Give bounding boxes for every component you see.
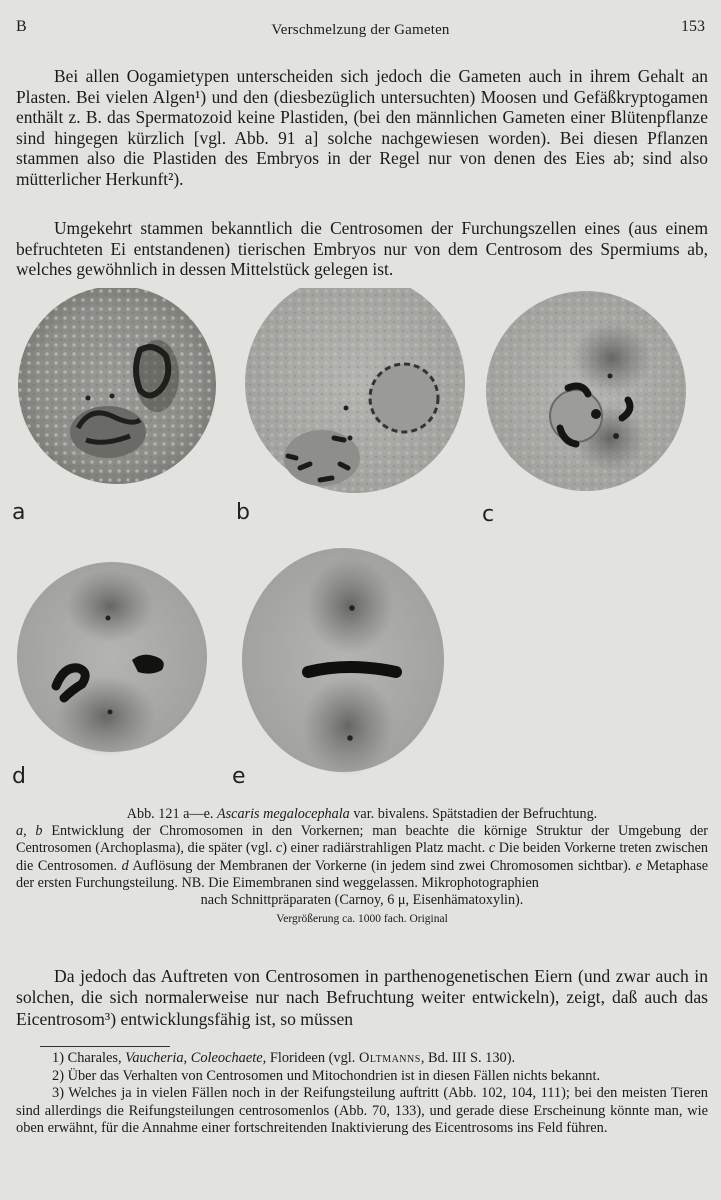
running-head-title: Verschmelzung der Gameten bbox=[271, 22, 450, 38]
micrograph-figure bbox=[0, 288, 721, 800]
paragraph-parthenogenesis-text: Da jedoch das Auftreten von Centrosomen in parthenogenetischen Eiern (und zwar auch in solchen, die sich normalerweise nur nach Befruchtung weiter entwickeln), zeigt, daß auch das Eicentrosom³) entwicklungsfähig ist, so müssen bbox=[16, 966, 708, 1029]
caption-stage: Spätstadien der Befruchtung. bbox=[432, 806, 598, 822]
cell-c bbox=[486, 291, 686, 491]
caption-text-ab-end: ) einer radiärstrahligen Platz macht. bbox=[282, 840, 486, 857]
footnote-1-genera: Vaucheria, Coleochaete, bbox=[125, 1050, 267, 1066]
figure-label-b: b bbox=[236, 500, 250, 525]
caption-figure-ref: Abb. 121 a—e. bbox=[126, 806, 214, 822]
footnote-3: 3) Welches ja in vielen Fällen noch in der Reifungsteilung auftritt (Abb. 102, 104, 111); bei den meisten Tieren sind allerdings die Reifungsteilungen centrosomenlos (Abb. 70, 133), und gerade diese Erscheinung könnte man, wie oben erwähnt, für die Annahme einer fortschreitenden Inaktivierung des Eicentrosoms ins Feld führen. bbox=[16, 1085, 708, 1137]
footnote-2: 2) Über das Verhalten von Centrosomen und Mitochondrien ist in diesen Fällen nichts bekannt. bbox=[52, 1067, 601, 1084]
footnote-1-text-a: Charales, bbox=[67, 1050, 122, 1066]
caption-letters-ab: a, b bbox=[16, 823, 43, 840]
footnote-1 bbox=[16, 1050, 708, 1068]
footnotes bbox=[16, 1050, 708, 1138]
paragraph-centrosomes-text: Umgekehrt stammen bekanntlich die Centrosomen der Furchungszellen eines (aus einem befruchteten Ei entstandenen) tierischen Embryos nur von dem Centrosom des Spermiums ab, welches gewöhnlich in dessen Mittelstück gelegen ist. bbox=[16, 218, 708, 280]
footnote-1-author: Oltmanns bbox=[359, 1050, 421, 1066]
caption-letter-c: c bbox=[488, 840, 496, 857]
caption-body bbox=[16, 823, 708, 892]
cell-e bbox=[242, 548, 444, 776]
caption-letter-d: d bbox=[121, 857, 129, 874]
page-number: 153 bbox=[681, 18, 705, 35]
caption-magnification: Vergrößerung ca. 1000 fach. Original bbox=[276, 913, 448, 926]
footnote-1-number: 1) bbox=[52, 1050, 64, 1066]
figure-label-c: c bbox=[482, 502, 495, 527]
caption-variety: var. bivalens. bbox=[353, 806, 429, 822]
footnote-rule bbox=[40, 1046, 170, 1047]
micrograph-plate bbox=[0, 288, 721, 800]
figure-caption bbox=[16, 806, 708, 928]
caption-text-ab: Entwicklung der Chromosomen in den Vorkernen; man beachte die körnige Struktur der Umgebung der Centrosomen (Archoplasma), die später (vgl. bbox=[16, 823, 709, 857]
running-head-signature: B bbox=[16, 18, 27, 35]
caption-text-c: Die beiden Vorkerne treten zwischen die Centrosomen. bbox=[16, 840, 708, 874]
footnote-1-text-d: , Bd. III S. 130). bbox=[420, 1050, 516, 1066]
cell-d bbox=[17, 562, 207, 756]
figure-label-a: a bbox=[12, 500, 26, 525]
paragraph-centrosomes bbox=[16, 218, 708, 280]
caption-ref-c: c bbox=[275, 840, 283, 857]
paragraph-plastids-text: Bei allen Oogamietypen unterscheiden sich jedoch die Gameten auch in ihrem Gehalt an Plasten. Bei vielen Algen¹) und den (diesbezüglich untersuchten) Moosen und Gefäßkryptogamen enthält z. B. das Spermatozoid keine Plastiden, (bei den männlichen Gameten einer Blütenpflanze sind hingegen kürzlich [vgl. Abb. 91 a] solche nachgewiesen worden). Bei diesen Pflanzen stammen also die Plastiden des Embryos in der Regel nur von denen des Eies ab; sind also mütterlicher Herkunft²). bbox=[16, 66, 708, 189]
figure-label-e: e bbox=[232, 764, 246, 789]
cell-a bbox=[18, 288, 216, 484]
figure-label-d: d bbox=[12, 764, 26, 789]
caption-text-e: Metaphase der ersten Furchungsteilung. NB. Die Eimembranen sind weggelassen. Mikrophotographien bbox=[16, 857, 709, 891]
caption-letter-e: e bbox=[635, 857, 643, 874]
caption-method: nach Schnittpräparaten (Carnoy, 6 μ, Eisenhämatoxylin). bbox=[200, 892, 524, 909]
paragraph-parthenogenesis bbox=[16, 966, 708, 1030]
caption-species: Ascaris megalocephala bbox=[216, 806, 350, 822]
caption-text-d: Auflösung der Membranen der Vorkerne (in jedem sind zwei Chromosomen sichtbar). bbox=[132, 857, 632, 874]
footnote-1-text-c: Florideen (vgl. bbox=[269, 1050, 356, 1066]
cell-b bbox=[245, 288, 465, 493]
paragraph-plastids bbox=[16, 66, 708, 190]
caption-title bbox=[16, 806, 708, 823]
